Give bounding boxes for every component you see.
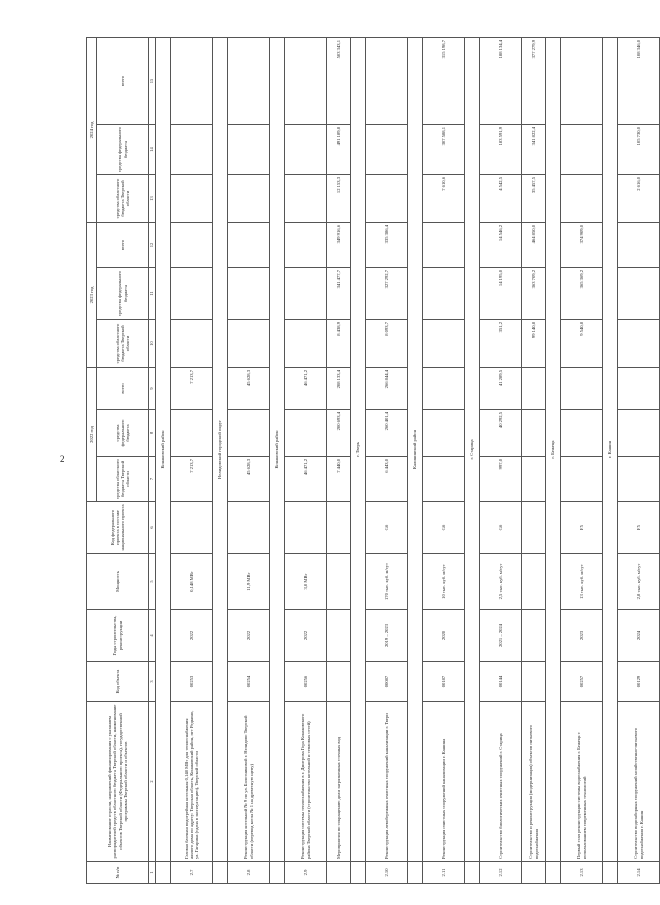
object-code: 00257 (561, 662, 603, 702)
object-name: Реконструкция системы теплоснабжения в г. Дмитрова Гора Конаковского района Тверской области (строительство котельной и тепловых сетей) (285, 702, 327, 862)
header-regional: средства областного бюджета Тверской области (97, 320, 149, 368)
amount-cell (285, 175, 327, 223)
amount-cell: 6 443,0 (366, 457, 408, 502)
section-label: Конаковский район (270, 38, 285, 862)
header-year-2022: 2022 год (87, 368, 97, 502)
amount-cell: 374 909,0 (561, 223, 603, 268)
amount-cell (228, 268, 270, 320)
investment-table (86, 37, 660, 884)
row-number: 2.11 (423, 862, 465, 884)
amount-cell (366, 125, 408, 175)
amount-cell: 8 093,7 (366, 320, 408, 368)
amount-cell: 341 477,7 (327, 268, 351, 320)
amount-cell: 335 386,4 (366, 223, 408, 268)
column-index: 8 (149, 410, 156, 457)
table-row (228, 38, 270, 884)
amount-cell: 7 610,6 (423, 175, 465, 223)
amount-cell: 266 844,4 (366, 368, 408, 410)
federal-project-code (228, 502, 270, 554)
amount-cell: 200 693,4 (327, 410, 351, 457)
amount-cell (423, 457, 465, 502)
column-index: 2 (149, 702, 156, 862)
table-subtotal-row (522, 38, 546, 884)
table-subtotal-row (327, 38, 351, 884)
amount-cell (423, 268, 465, 320)
amount-cell (618, 268, 660, 320)
header-code: Код объекта (87, 662, 149, 702)
table-body (156, 38, 660, 884)
amount-cell: 307 588,1 (423, 125, 465, 175)
amount-cell: 183 591,9 (480, 125, 522, 175)
table-row (561, 38, 603, 884)
row-number: 2.7 (171, 862, 213, 884)
table-cell (327, 662, 351, 702)
amount-cell: 377 279,9 (522, 38, 546, 125)
amount-cell (366, 175, 408, 223)
amount-cell (228, 320, 270, 368)
amount-cell: 363 709,2 (522, 268, 546, 320)
amount-cell: 7 213,7 (171, 368, 213, 410)
column-index: 14 (149, 125, 156, 175)
amount-cell: 45 628,3 (228, 457, 270, 502)
table-cell (213, 862, 228, 884)
row-number: 2.10 (366, 862, 408, 884)
header-year-2023: 2023 год (87, 223, 97, 368)
amount-cell: 46 471,2 (285, 457, 327, 502)
subtotal-label: Строительство и реконструкция (модернизация) объектов питьевого водоснабжения (522, 702, 546, 862)
header-regional: средства областного бюджета Тверской области (97, 175, 149, 223)
amount-cell (285, 125, 327, 175)
amount-cell: 40 292,5 (480, 410, 522, 457)
amount-cell (228, 175, 270, 223)
amount-cell: 188 134,4 (480, 38, 522, 125)
section-label: г. Тверь (351, 38, 366, 862)
row-number: 2.14 (618, 862, 660, 884)
construction-years: 2019 – 2023 (366, 610, 408, 662)
table-section-row (546, 38, 561, 884)
object-name: Газовая блочная водогрейная котельная 0,148 МВт для теплоснабжения жилого дома по адресу: Тверская область, Конаковский район, пгт Редкино, ул. Гагарина (сдача в эксплуатацию), Тверской области (171, 702, 213, 862)
header-year-2024: 2024 год (87, 38, 97, 223)
federal-project-code: G6 (366, 502, 408, 554)
construction-years: 2024 (618, 610, 660, 662)
capacity-cell: 2,8 тыс. куб. м/сут (618, 554, 660, 610)
table-cell (270, 862, 285, 884)
table-section-row (351, 38, 366, 884)
amount-cell (285, 320, 327, 368)
column-index: 11 (149, 268, 156, 320)
table-section-row (465, 38, 480, 884)
amount-cell (423, 320, 465, 368)
amount-cell (171, 125, 213, 175)
amount-cell: 41 289,5 (480, 368, 522, 410)
table-section-row (213, 38, 228, 884)
capacity-cell: 11,9 МВт (228, 554, 270, 610)
table-row (366, 38, 408, 884)
column-index: 4 (149, 610, 156, 662)
object-code: 00144 (480, 662, 522, 702)
amount-cell: 99 140,8 (522, 320, 546, 368)
object-code: 00187 (423, 662, 465, 702)
table-cell (156, 862, 171, 884)
amount-cell: 503 343,1 (327, 38, 351, 125)
construction-years: 2022 (171, 610, 213, 662)
construction-years: 2022 (228, 610, 270, 662)
table-row (618, 38, 660, 884)
table-cell (327, 554, 351, 610)
amount-cell: 327 292,7 (366, 268, 408, 320)
amount-cell (561, 38, 603, 125)
amount-cell (618, 457, 660, 502)
federal-project-code: F5 (561, 502, 603, 554)
table-cell (408, 862, 423, 884)
table-cell (351, 862, 366, 884)
federal-project-code: G6 (423, 502, 465, 554)
amount-cell (618, 410, 660, 457)
amount-cell (618, 320, 660, 368)
table-row (480, 38, 522, 884)
header-capacity: Мощность (87, 554, 149, 610)
header-federal: средства федерального бюджета (97, 410, 149, 457)
table-cell (603, 862, 618, 884)
amount-cell (522, 457, 546, 502)
header-fed-code: Код федерального проекта в составе национального проекта (87, 502, 149, 554)
amount-cell: 315 198,7 (423, 38, 465, 125)
amount-cell (561, 410, 603, 457)
table-section-row (270, 38, 285, 884)
amount-cell (618, 368, 660, 410)
construction-years: 2020 (423, 610, 465, 662)
amount-cell: 491 189,8 (327, 125, 351, 175)
column-index: 9 (149, 368, 156, 410)
scanned-page (86, 38, 644, 884)
section-label: г. Кашин (603, 38, 618, 862)
amount-cell (171, 268, 213, 320)
column-index: 3 (149, 662, 156, 702)
object-name: Реконструкция котельной № 9 по ул. Болотниковой г. Нелидово Тверской области (перевод котла № 1 на древесную щепу) (228, 702, 270, 862)
amount-cell (171, 223, 213, 268)
header-federal: средства федерального бюджета (97, 268, 149, 320)
row-number: 2.12 (480, 862, 522, 884)
section-label: Калининский район (408, 38, 423, 862)
object-code: 00256 (285, 662, 327, 702)
column-index: 12 (149, 223, 156, 268)
table-row (423, 38, 465, 884)
amount-cell (285, 223, 327, 268)
column-index: 13 (149, 175, 156, 223)
section-label: Конаковский район (156, 38, 171, 862)
row-number: 2.9 (285, 862, 327, 884)
construction-years: 2022 (285, 610, 327, 662)
table-header (87, 38, 156, 884)
amount-cell: 46 471,2 (285, 368, 327, 410)
amount-cell (228, 125, 270, 175)
amount-cell: 8 438,9 (327, 320, 351, 368)
column-index-row (149, 38, 156, 884)
amount-cell (522, 368, 546, 410)
federal-project-code (285, 502, 327, 554)
amount-cell: 260 401,4 (366, 410, 408, 457)
table-row (171, 38, 213, 884)
construction-years: 2023 (561, 610, 603, 662)
amount-cell (618, 223, 660, 268)
construction-years: 2021 – 2024 (480, 610, 522, 662)
column-index: 1 (149, 862, 156, 884)
header-total: всего (97, 368, 149, 410)
section-label: Нелидовский городской округ (213, 38, 228, 862)
amount-cell: 997,0 (480, 457, 522, 502)
section-label: г. Старица (465, 38, 480, 862)
amount-cell (228, 38, 270, 125)
table-cell (327, 862, 351, 884)
rotated-table-wrapper (86, 38, 644, 884)
capacity-cell: 2,5 тыс. куб. м/сут (480, 554, 522, 610)
header-name: Наименование отрасли, направлений финансирования с указанием распорядителей средств областного бюджета Тверской области, наименование объектов Тверской области (Федерального проекта), государственной программы Тверской области и объектов (87, 702, 149, 862)
column-index: 7 (149, 457, 156, 502)
object-code: 00087 (366, 662, 408, 702)
amount-cell: 12 153,3 (327, 175, 351, 223)
amount-cell (285, 268, 327, 320)
header-num: № п/п (87, 862, 149, 884)
header-federal: средства федерального бюджета (97, 125, 149, 175)
section-label: г. Бежецк (546, 38, 561, 862)
amount-cell (561, 175, 603, 223)
object-name: Строительство водозаборных сооружений хозяйственно-питьевого водоснабжения г. Кашин (618, 702, 660, 862)
amount-cell: 4 542,5 (480, 175, 522, 223)
amount-cell (171, 320, 213, 368)
amount-cell (228, 410, 270, 457)
capacity-cell: 10 тыс. куб. м/сут (423, 554, 465, 610)
amount-cell (423, 223, 465, 268)
amount-cell: 9 540,8 (561, 320, 603, 368)
capacity-cell: 3,0 МВт (285, 554, 327, 610)
row-number: 2.13 (561, 862, 603, 884)
row-number: 2.8 (228, 862, 270, 884)
federal-project-code: F5 (618, 502, 660, 554)
amount-cell: 7 440,0 (327, 457, 351, 502)
header-term: Годы строительства, реконструкции (87, 610, 149, 662)
amount-cell: 14 546,2 (480, 223, 522, 268)
subtotal-label: Мероприятия по сокращению доли загрязненных сточных вод (327, 702, 351, 862)
table-cell (522, 862, 546, 884)
header-total: всего (97, 38, 149, 125)
amount-cell: 45 628,3 (228, 368, 270, 410)
federal-project-code: G6 (480, 502, 522, 554)
amount-cell: 351,2 (480, 320, 522, 368)
capacity-cell: 0,148 МВт (171, 554, 213, 610)
amount-cell (522, 410, 546, 457)
federal-project-code (171, 502, 213, 554)
amount-cell (171, 410, 213, 457)
amount-cell: 14 195,0 (480, 268, 522, 320)
object-code: 00253 (171, 662, 213, 702)
table-section-row (603, 38, 618, 884)
table-cell (327, 502, 351, 554)
table-cell (546, 862, 561, 884)
column-index: 5 (149, 554, 156, 610)
table-cell (522, 662, 546, 702)
amount-cell: 105 730,0 (618, 125, 660, 175)
page-number: 2 (60, 454, 65, 464)
table-cell (465, 862, 480, 884)
capacity-cell: 13 тыс. куб. м/сут (561, 554, 603, 610)
table-cell (522, 502, 546, 554)
capacity-cell: 170 тыс. куб. м/сут (366, 554, 408, 610)
amount-cell: 341 822,4 (522, 125, 546, 175)
table-cell (522, 610, 546, 662)
object-code: 00254 (228, 662, 270, 702)
table-cell (522, 554, 546, 610)
amount-cell (423, 368, 465, 410)
amount-cell (561, 368, 603, 410)
object-name: Первый этап реконструкции системы водоснабжения г. Бежецк с использованием современных технологий (561, 702, 603, 862)
amount-cell: 2 616,0 (618, 175, 660, 223)
object-name: Строительство биологических очистных сооружений г. Старица (480, 702, 522, 862)
amount-cell: 365 369,2 (561, 268, 603, 320)
object-code: 00129 (618, 662, 660, 702)
header-total: всего (97, 223, 149, 268)
amount-cell: 208 133,4 (327, 368, 351, 410)
table-section-row (156, 38, 171, 884)
amount-cell: 35 457,5 (522, 175, 546, 223)
amount-cell (285, 410, 327, 457)
amount-cell: 7 213,7 (171, 457, 213, 502)
table-section-row (408, 38, 423, 884)
table-row (285, 38, 327, 884)
amount-cell (561, 457, 603, 502)
table-cell (327, 610, 351, 662)
amount-cell (171, 175, 213, 223)
amount-cell (423, 410, 465, 457)
header-regional: средства областного бюджета Тверской области (97, 457, 149, 502)
amount-cell (366, 38, 408, 125)
amount-cell: 349 916,6 (327, 223, 351, 268)
column-index: 10 (149, 320, 156, 368)
object-name: Реконструкция левобережных очистных сооружений канализации г. Твери (366, 702, 408, 862)
amount-cell (285, 38, 327, 125)
column-index: 15 (149, 38, 156, 125)
amount-cell: 108 346,0 (618, 38, 660, 125)
column-index: 6 (149, 502, 156, 554)
amount-cell (228, 223, 270, 268)
amount-cell (561, 125, 603, 175)
amount-cell: 464 850,0 (522, 223, 546, 268)
object-name: Реконструкция очистных сооружений канализации г. Кашина (423, 702, 465, 862)
amount-cell (171, 38, 213, 125)
